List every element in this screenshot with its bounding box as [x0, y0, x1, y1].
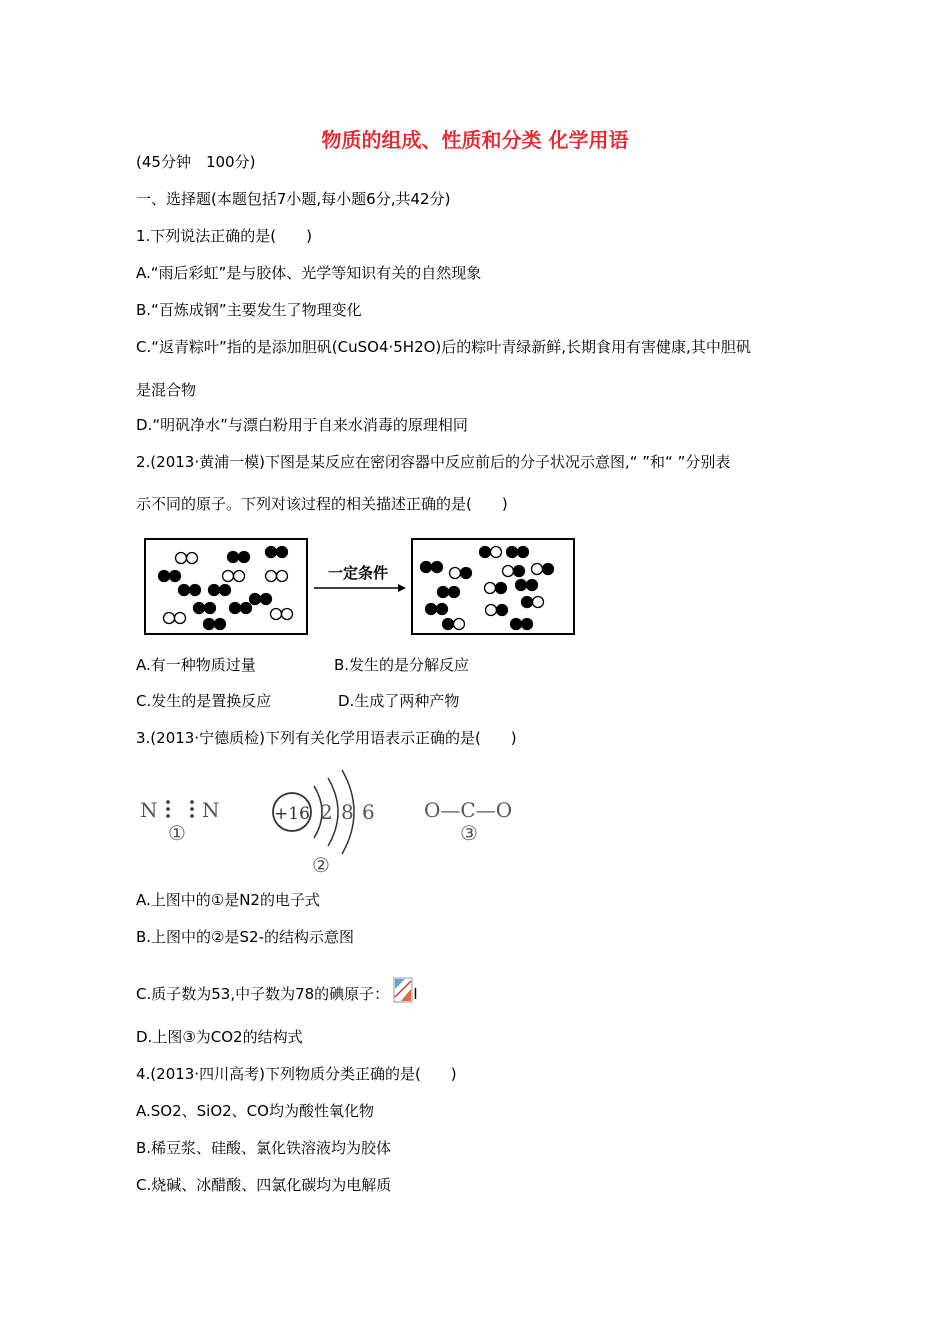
filled-atom: [443, 619, 454, 630]
q3-option-c: [136, 977, 418, 1004]
filled-atom: [215, 619, 226, 630]
filled-atom: [514, 566, 525, 577]
q1-option-d: D.“明矾净水”与漂白粉用于自来水消毒的原理相同: [136, 416, 468, 434]
filled-atom: [230, 603, 241, 614]
filled-atom: [516, 580, 527, 591]
hollow-atom: [223, 571, 234, 582]
hollow-atom: [491, 547, 502, 558]
q1-option-c: C.“返青粽叶”指的是添加胆矾(CuSO4·5H2O)后的粽叶青绿新鲜,长期食用有害健康,其中胆矾: [136, 338, 751, 356]
q4-option-a: A.SO2、SiO2、CO均为酸性氧化物: [136, 1102, 374, 1120]
filled-atom: [518, 547, 529, 558]
filled-atom: [522, 619, 533, 630]
q1-option-a: A.“雨后彩虹”是与胶体、光学等知识有关的自然现象: [136, 264, 482, 282]
co2-structure: O—C—O: [424, 798, 513, 822]
filled-atom: [461, 568, 472, 579]
filled-atom: [250, 594, 261, 605]
electron-dot: [166, 814, 170, 818]
q3-option-b: B.上图中的②是S2-的结构示意图: [136, 928, 354, 946]
filled-atom: [511, 619, 522, 630]
hollow-atom: [282, 609, 293, 620]
filled-atom: [241, 603, 252, 614]
electron-dot: [166, 807, 170, 811]
hollow-atom: [164, 613, 175, 624]
filled-atom: [432, 562, 443, 573]
filled-atom: [261, 594, 272, 605]
n2-right-atom: N: [202, 798, 220, 822]
hollow-atom: [176, 553, 187, 564]
filled-atom: [449, 587, 460, 598]
filled-atom: [522, 597, 533, 608]
shell-electrons-3: 6: [362, 800, 375, 824]
hollow-atom: [266, 571, 277, 582]
filled-atom: [438, 587, 449, 598]
hollow-atom: [532, 564, 543, 575]
hollow-atom: [533, 597, 544, 608]
electron-dot: [190, 807, 194, 811]
n2-left-atom: N: [140, 798, 158, 822]
filled-atom: [497, 605, 508, 616]
hollow-atom: [503, 566, 514, 577]
shell-electrons-2: 8: [341, 800, 354, 824]
filled-atom: [543, 564, 554, 575]
question-2: 2.(2013·黄浦一模)下图是某反应在密闭容器中反应前后的分子状况示意图,“ ”和“ ”分别表: [136, 453, 731, 471]
broken-image-icon: [393, 977, 413, 1003]
q2-option-d: D.生成了两种产物: [338, 692, 460, 710]
filled-atom: [507, 547, 518, 558]
q4-option-c: C.烧碱、冰醋酸、四氯化碳均为电解质: [136, 1176, 392, 1194]
question-1: 1.下列说法正确的是( ): [136, 227, 313, 245]
question-3: 3.(2013·宁德质检)下列有关化学用语表示正确的是( ): [136, 729, 517, 747]
q3-option-c-text: C.质子数为53,中子数为78的碘原子：: [136, 985, 390, 1003]
filled-atom: [426, 604, 437, 615]
page-title: 物质的组成、性质和分类 化学用语: [321, 128, 629, 152]
q1-option-b: B.“百炼成钢”主要发生了物理变化: [136, 301, 362, 319]
label-circled-3: ③: [460, 821, 478, 845]
q1-option-c-cont: 是混合物: [136, 381, 197, 399]
molecules-before: [159, 547, 293, 630]
filled-atom: [194, 603, 205, 614]
filled-atom: [179, 585, 190, 596]
hollow-atom: [454, 619, 465, 630]
q2-option-b: B.发生的是分解反应: [334, 656, 470, 674]
hollow-atom: [234, 571, 245, 582]
hollow-atom: [450, 568, 461, 579]
hollow-atom: [187, 553, 198, 564]
q3-option-d: D.上图③为CO2的结构式: [136, 1028, 303, 1046]
filled-atom: [421, 562, 432, 573]
arrow-head: [398, 584, 406, 592]
section-heading: 一、选择题(本题包括7小题,每小题6分,共42分): [136, 190, 451, 208]
q2-option-a: A.有一种物质过量: [136, 656, 256, 674]
electron-dot: [190, 800, 194, 804]
filled-atom: [527, 580, 538, 591]
filled-atom: [437, 604, 448, 615]
hollow-atom: [277, 571, 288, 582]
filled-atom: [480, 547, 491, 558]
filled-atom: [220, 585, 231, 596]
q3-option-a: A.上图中的①是N2的电子式: [136, 891, 320, 909]
nucleus-charge: +16: [274, 804, 310, 824]
q2-option-c: C.发生的是置换反应: [136, 692, 272, 710]
iodine-symbol: I: [413, 985, 418, 1003]
filled-atom: [170, 571, 181, 582]
chem-formulas-figure: [136, 762, 536, 882]
shell-electrons-1: 2: [320, 800, 333, 824]
exam-info: (45分钟 100分): [136, 153, 256, 171]
question-2-cont: 示不同的原子。下列对该过程的相关描述正确的是( ): [136, 495, 508, 513]
electron-dot: [166, 800, 170, 804]
arrow-label: 一定条件: [327, 564, 389, 582]
filled-atom: [190, 585, 201, 596]
filled-atom: [239, 552, 250, 563]
hollow-atom: [486, 605, 497, 616]
filled-atom: [204, 619, 215, 630]
molecules-after: [421, 547, 554, 630]
label-circled-1: ①: [168, 821, 186, 845]
hollow-atom: [175, 613, 186, 624]
filled-atom: [277, 547, 288, 558]
electron-dot: [190, 814, 194, 818]
reaction-diagram: [144, 538, 576, 636]
filled-atom: [159, 571, 170, 582]
question-4: 4.(2013·四川高考)下列物质分类正确的是( ): [136, 1065, 457, 1083]
q4-option-b: B.稀豆浆、硅酸、氯化铁溶液均为胶体: [136, 1139, 392, 1157]
hollow-atom: [271, 609, 282, 620]
hollow-atom: [485, 583, 496, 594]
filled-atom: [228, 552, 239, 563]
label-circled-2: ②: [312, 853, 330, 877]
filled-atom: [266, 547, 277, 558]
filled-atom: [205, 603, 216, 614]
filled-atom: [496, 583, 507, 594]
filled-atom: [209, 585, 220, 596]
